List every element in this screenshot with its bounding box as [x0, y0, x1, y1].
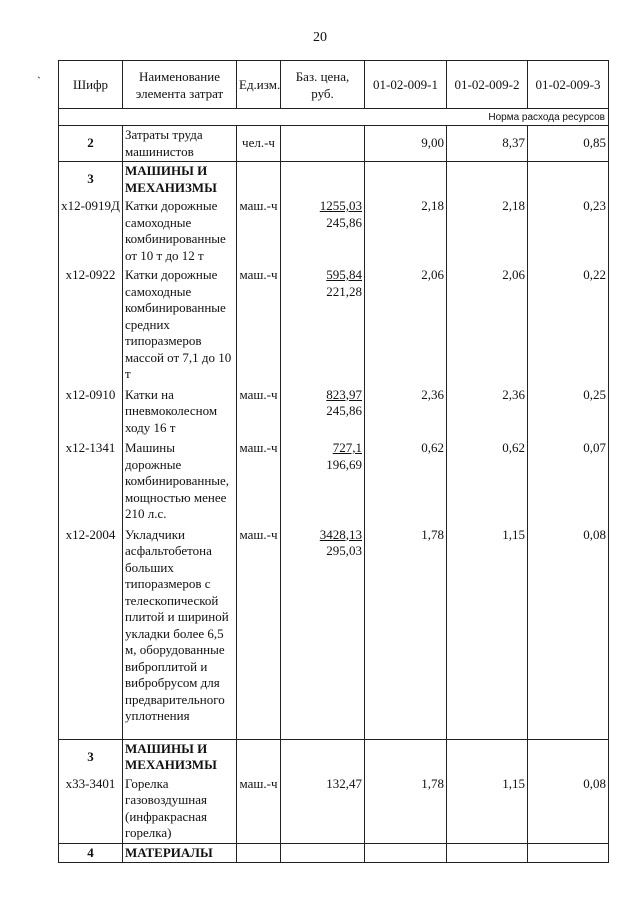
row-norm-2: 8,37 — [447, 126, 528, 162]
norma-row — [59, 109, 609, 126]
row-norm-3: 0,07 — [528, 438, 609, 525]
table-row — [59, 525, 609, 740]
table-row — [59, 775, 609, 844]
section-title: МАТЕРИАЛЫ — [123, 843, 237, 863]
resource-norms-table — [58, 60, 609, 863]
section-row — [59, 843, 609, 863]
header-unit: Ед.изм. — [237, 61, 281, 109]
row-name: Укладчики асфальтобетона больших типоразмеров с телескопической плитой и шириной укладки более 6,5 м, оборудованные виброплитой и вибробрусом для предварительного уплотнения — [123, 525, 237, 740]
page-number: 20 — [313, 30, 327, 45]
margin-mark: ` — [37, 74, 41, 88]
row-price — [281, 385, 365, 439]
table-row — [59, 385, 609, 439]
row-price — [281, 265, 365, 385]
section-row — [59, 739, 609, 775]
price-current: 595,84 — [326, 267, 362, 282]
row-norm-1: 1,78 — [365, 525, 447, 740]
price-base: 196,69 — [326, 456, 362, 472]
row-unit: чел.-ч — [237, 126, 281, 162]
price-current: 3428,13 — [319, 526, 362, 542]
section-row — [59, 162, 609, 198]
row-norm-1: 0,62 — [365, 438, 447, 525]
price-base: 245,86 — [326, 403, 362, 418]
row-unit: маш.-ч — [237, 265, 281, 385]
price-current: 727,1 — [332, 440, 362, 455]
row-norm-3: 0,85 — [528, 126, 609, 162]
table-row — [59, 197, 609, 265]
table-row — [59, 265, 609, 385]
section-title: МАШИНЫ И МЕХАНИЗМЫ — [123, 739, 237, 775]
header-col1: 01-02-009-1 — [365, 61, 447, 109]
row-code: х12-0919Д — [59, 197, 123, 265]
row-norm-2: 0,62 — [447, 438, 528, 525]
row-norm-1: 2,36 — [365, 385, 447, 439]
header-col3: 01-02-009-3 — [528, 61, 609, 109]
price-current: 823,97 — [326, 386, 362, 402]
row-unit: маш.-ч — [237, 525, 281, 740]
row-code: х12-1341 — [59, 438, 123, 525]
row-unit: маш.-ч — [237, 385, 281, 439]
row-unit: маш.-ч — [237, 197, 281, 265]
row-norm-2: 1,15 — [447, 775, 528, 844]
row-price — [281, 197, 365, 265]
price-current: 1255,03 — [319, 198, 362, 213]
row-norm-3: 0,08 — [528, 525, 609, 740]
section-code: 3 — [59, 739, 123, 775]
row-price: 132,47 — [281, 775, 365, 844]
row-code: х12-2004 — [59, 525, 123, 740]
norma-label: Норма расхода ресурсов — [59, 109, 609, 126]
row-code: 2 — [59, 126, 123, 162]
row-code: х33-3401 — [59, 775, 123, 844]
row-price — [281, 438, 365, 525]
section-title: МАШИНЫ И МЕХАНИЗМЫ — [123, 162, 237, 198]
section-code: 4 — [59, 843, 123, 863]
price-base: 295,03 — [326, 543, 362, 558]
table-row — [59, 438, 609, 525]
section-code: 3 — [59, 162, 123, 198]
row-unit: маш.-ч — [237, 438, 281, 525]
row-norm-3: 0,25 — [528, 385, 609, 439]
row-unit: маш.-ч — [237, 775, 281, 844]
row-price — [281, 525, 365, 740]
row-norm-2: 2,36 — [447, 385, 528, 439]
row-norm-1: 1,78 — [365, 775, 447, 844]
row-norm-1: 2,06 — [365, 265, 447, 385]
header-col2: 01-02-009-2 — [447, 61, 528, 109]
row-norm-3: 0,23 — [528, 197, 609, 265]
price-base: 245,86 — [326, 214, 362, 230]
header-name: Наименование элемента затрат — [123, 61, 237, 109]
price-base: 221,28 — [326, 283, 362, 299]
row-name: Катки дорожные самоходные комбинированные от 10 т до 12 т — [123, 197, 237, 265]
row-code: х12-0922 — [59, 265, 123, 385]
row-name: Затраты труда машинистов — [123, 126, 237, 162]
row-name: Горелка газовоздушная (инфракрасная горелка) — [123, 775, 237, 844]
row-norm-3: 0,22 — [528, 265, 609, 385]
row-name: Катки дорожные самоходные комбинированные средних типоразмеров массой от 7,1 до 10 т — [123, 265, 237, 385]
row-code: х12-0910 — [59, 385, 123, 439]
row-name: Машины дорожные комбинированные, мощностью менее 210 л.с. — [123, 438, 237, 525]
header-code: Шифр — [59, 61, 123, 109]
table-row — [59, 126, 609, 162]
row-price — [281, 126, 365, 162]
row-name: Катки на пневмоколесном ходу 16 т — [123, 385, 237, 439]
table-header-row — [59, 61, 609, 109]
row-norm-3: 0,08 — [528, 775, 609, 844]
row-norm-1: 2,18 — [365, 197, 447, 265]
row-norm-1: 9,00 — [365, 126, 447, 162]
row-norm-2: 1,15 — [447, 525, 528, 740]
header-price: Баз. цена, руб. — [281, 61, 365, 109]
row-norm-2: 2,06 — [447, 265, 528, 385]
row-norm-2: 2,18 — [447, 197, 528, 265]
